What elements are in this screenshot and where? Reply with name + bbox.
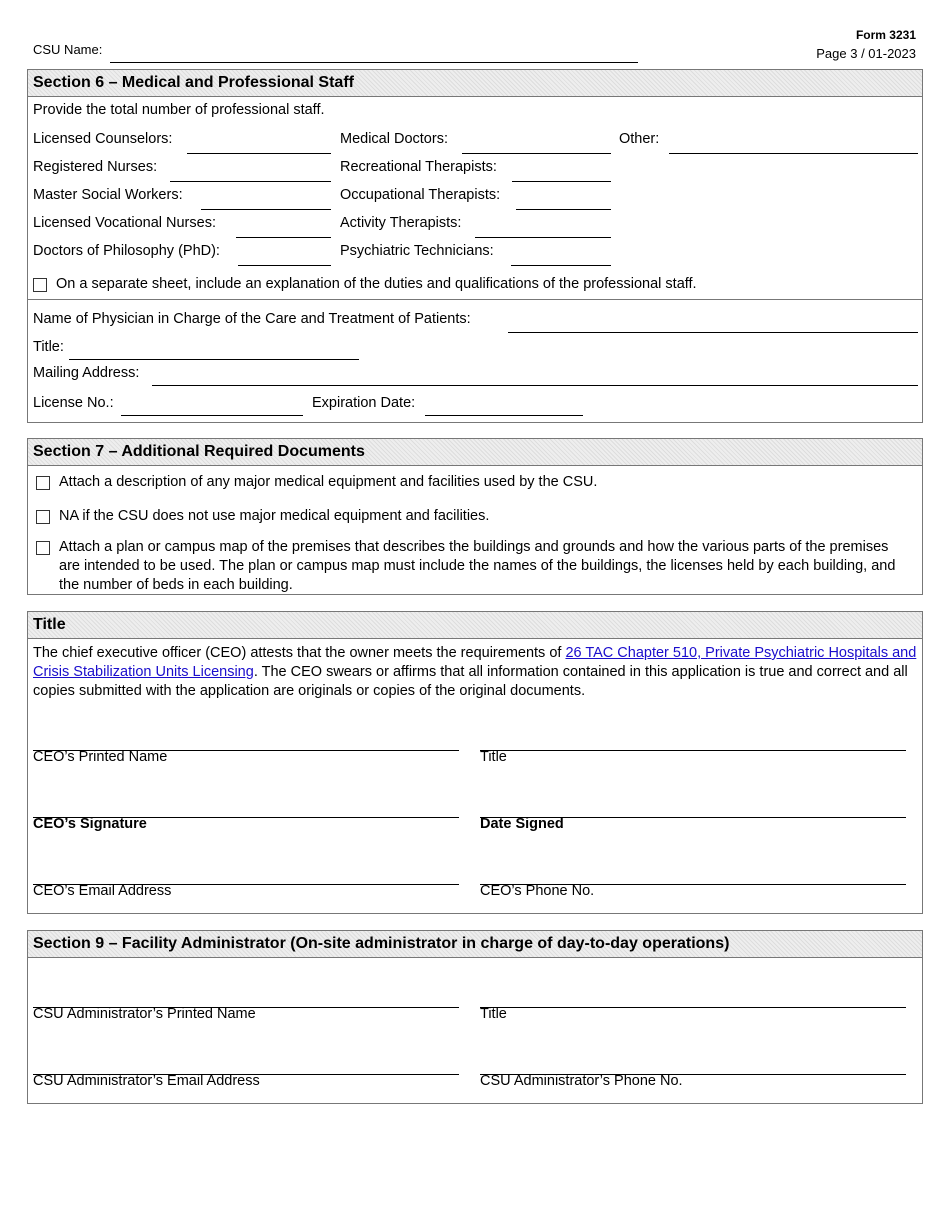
license-no-field[interactable] <box>121 415 303 416</box>
date-signed-label: Date Signed <box>480 816 564 832</box>
mailing-address-field[interactable] <box>152 385 918 386</box>
section-9-header: Section 9 – Facility Administrator (On-site administrator in charge of day-to-day operations) <box>27 930 923 958</box>
tac-chapter-link[interactable]: 26 TAC Chapter 510, Private Psychiatric Hospitals and Crisis Stabilization Units Licensing <box>33 645 917 680</box>
license-no-label: License No.: <box>33 395 114 411</box>
physician-title-label: Title: <box>33 339 64 355</box>
activity-therapists-field[interactable] <box>475 237 611 238</box>
physician-label: Name of Physician in Charge of the Care and Treatment of Patients: <box>33 311 471 327</box>
page-info: Page 3 / 01-2023 <box>816 46 916 61</box>
registered-nurses-label: Registered Nurses: <box>33 159 158 175</box>
section-8-header: Title <box>27 611 923 639</box>
campus-map-checkbox[interactable] <box>36 541 50 555</box>
ceo-phone-label: CEO’s Phone No. <box>480 883 595 899</box>
lvn-field[interactable] <box>236 237 331 238</box>
section-6-header: Section 6 – Medical and Professional Staff <box>27 69 923 97</box>
activity-therapists-label: Activity Therapists: <box>340 215 462 231</box>
recreational-therapists-label: Recreational Therapists: <box>340 159 497 175</box>
other-field[interactable] <box>669 153 918 154</box>
ceo-title-field[interactable] <box>480 750 906 751</box>
psychiatric-technicians-label: Psychiatric Technicians: <box>340 243 494 259</box>
attestation-text-after: . The CEO swears or affirms that all information contained in this application is true and correct and all copies submitted with the application are originals or copies of the original documents. <box>33 664 908 699</box>
csu-name-field[interactable] <box>110 62 638 63</box>
equipment-checkbox[interactable] <box>36 476 50 490</box>
licensed-counselors-label: Licensed Counselors: <box>33 131 173 147</box>
ceo-email-label: CEO’s Email Address <box>33 883 172 899</box>
expiration-date-label: Expiration Date: <box>312 395 416 411</box>
form-number: Form 3231 <box>855 28 916 42</box>
other-label: Other: <box>619 131 660 147</box>
phd-label: Doctors of Philosophy (PhD): <box>33 243 220 259</box>
admin-email-label: CSU Administrator’s Email Address <box>33 1073 260 1089</box>
medical-doctors-field[interactable] <box>462 153 611 154</box>
staff-explanation-text: On a separate sheet, include an explanation of the duties and qualifications of the professional staff. <box>56 276 697 292</box>
attestation-text-before: The chief executive officer (CEO) attests that the owner meets the requirements of <box>33 645 566 661</box>
campus-map-text-content: Attach a plan or campus map of the premises that describes the buildings and grounds and how the various parts of the premises are intended to be used. The plan or campus map must include the names of the buildings, the licenses held by each building, and the number of beds in each building. <box>59 539 896 593</box>
admin-title-field[interactable] <box>480 1007 906 1008</box>
campus-map-text <box>59 538 909 595</box>
phd-field[interactable] <box>238 265 331 266</box>
ceo-title-label: Title <box>480 749 507 765</box>
attestation-paragraph <box>33 644 918 701</box>
physician-field[interactable] <box>508 332 918 333</box>
master-social-workers-label: Master Social Workers: <box>33 187 183 203</box>
occupational-therapists-field[interactable] <box>516 209 611 210</box>
physician-title-field[interactable] <box>69 359 359 360</box>
psychiatric-technicians-field[interactable] <box>511 265 611 266</box>
admin-printed-name-label: CSU Administrator’s Printed Name <box>33 1006 256 1022</box>
master-social-workers-field[interactable] <box>201 209 331 210</box>
ceo-printed-name-label: CEO’s Printed Name <box>33 749 168 765</box>
section-6-divider <box>27 299 923 300</box>
registered-nurses-field[interactable] <box>170 181 331 182</box>
equipment-text: Attach a description of any major medical equipment and facilities used by the CSU. <box>59 474 598 490</box>
staff-instruction: Provide the total number of professional staff. <box>33 102 325 118</box>
admin-title-label: Title <box>480 1006 507 1022</box>
section-7-header: Section 7 – Additional Required Documents <box>27 438 923 466</box>
mailing-address-label: Mailing Address: <box>33 365 140 381</box>
na-checkbox[interactable] <box>36 510 50 524</box>
recreational-therapists-field[interactable] <box>512 181 611 182</box>
csu-name-label: CSU Name: <box>33 42 103 57</box>
staff-explanation-checkbox[interactable] <box>33 278 47 292</box>
na-text: NA if the CSU does not use major medical equipment and facilities. <box>59 508 490 524</box>
ceo-signature-label: CEO’s Signature <box>33 816 147 832</box>
occupational-therapists-label: Occupational Therapists: <box>340 187 501 203</box>
admin-phone-label: CSU Administrator’s Phone No. <box>480 1073 683 1089</box>
licensed-counselors-field[interactable] <box>187 153 331 154</box>
medical-doctors-label: Medical Doctors: <box>340 131 448 147</box>
expiration-date-field[interactable] <box>425 415 583 416</box>
lvn-label: Licensed Vocational Nurses: <box>33 215 216 231</box>
